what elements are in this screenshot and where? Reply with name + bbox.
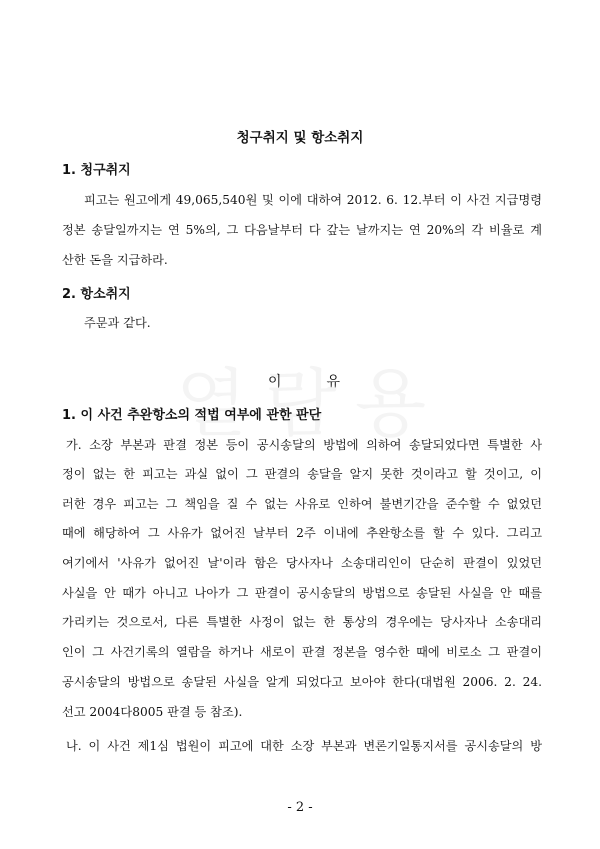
reason-title-char-1: 이	[268, 374, 282, 390]
claim-line-3: 산한 돈을 지급하라.	[62, 253, 168, 267]
reason-line-4: 때에 해당하여 그 사유가 없어진 날부터 2주 이내에 추완항소를 할 수 있다. 그리고	[62, 526, 542, 540]
reason-line-11: 나. 이 사건 제1심 법원이 피고에 대한 소장 부본과 변론기일통지서를 공시송달의 방	[66, 739, 542, 753]
reason-line-10: 선고 2004다8005 판결 등 참조).	[62, 705, 243, 719]
reason-line-9: 공시송달의 방법으로 송달된 사실을 알게 되었다고 보아야 한다(대법원 2006. 2. 24.	[62, 675, 542, 689]
reason-title	[268, 371, 340, 391]
reason-title-char-2: 유	[326, 374, 340, 390]
reason-line-1: 가. 소장 부본과 판결 정본 등이 공시송달의 방법에 의하여 송달되었다면 특별한 사	[66, 438, 542, 452]
appeal-line: 주문과 같다.	[84, 316, 151, 330]
claim-line-2: 정본 송달일까지는 연 5%의, 그 다음날부터 다 갚는 날까지는 연 20%의 각 비율로 계	[62, 223, 542, 237]
reason-line-6: 사실을 안 때가 아니고 나아가 그 판결이 공시송달의 방법으로 송달된 사실을 안 때를	[62, 586, 542, 600]
reason-line-7: 가리키는 것으로서, 다른 특별한 사정이 없는 한 통상의 경우에는 당사자나 소송대리	[62, 615, 542, 629]
reason-line-2: 정이 없는 한 피고는 과실 없이 그 판결의 송달을 알지 못한 것이라고 할 것이고, 이	[62, 467, 542, 481]
reason-line-5: 여기에서 '사유가 없어진 날'이라 함은 당사자나 소송대리인이 단순히 판결이 있었던	[62, 556, 542, 570]
heading-appeal: 2. 항소취지	[62, 287, 131, 302]
heading-claim: 1. 청구취지	[62, 163, 131, 178]
claim-line-1: 피고는 원고에게 49,065,540원 및 이에 대하여 2012. 6. 12.부터 이 사건 지급명령	[84, 193, 542, 207]
section-title: 청구취지 및 항소취지	[236, 130, 364, 146]
heading-reason-1: 1. 이 사건 추완항소의 적법 여부에 관한 판단	[62, 408, 322, 423]
reason-line-3: 러한 경우 피고는 그 책임을 질 수 없는 사유로 인하여 불변기간을 준수할 수 없었던	[62, 497, 542, 511]
reason-line-8: 인이 그 사건기록의 열람을 하거나 새로이 판결 정본을 영수한 때에 비로소 그 판결이	[62, 645, 542, 659]
page-number: - 2 -	[287, 800, 313, 815]
